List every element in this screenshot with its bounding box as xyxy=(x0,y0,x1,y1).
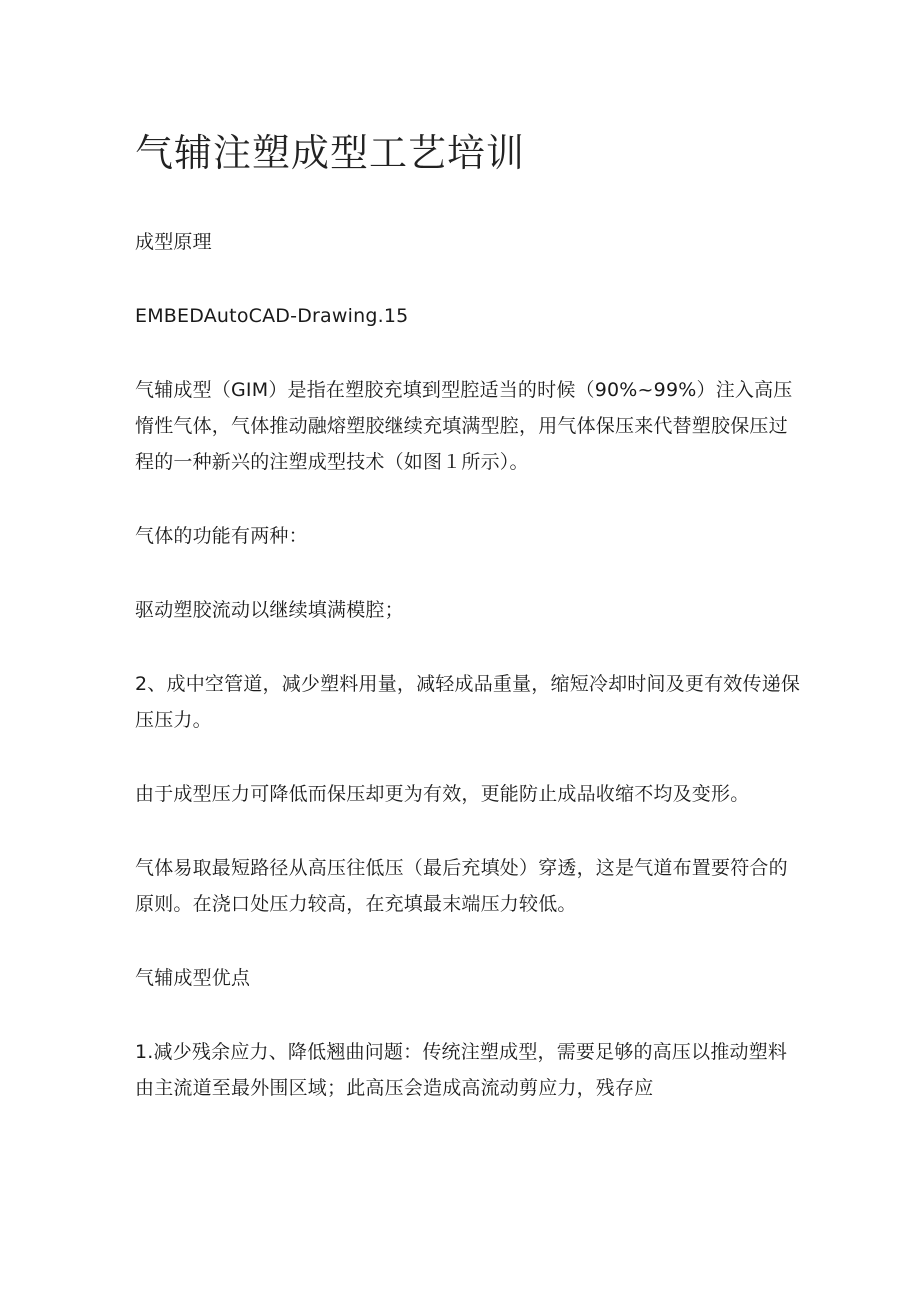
paragraph-advantage-1: 1.减少残余应力、降低翘曲问题：传统注塑成型，需要足够的高压以推动塑料由主流道至最外围区域；此高压会造成高流动剪应力，残存应 xyxy=(135,1041,788,1099)
section-heading-gim-advantages: 气辅成型优点 xyxy=(135,967,251,989)
list-item-gas-function-2: 2、成中空管道，减少塑料用量，减轻成品重量，缩短冷却时间及更有效传递保压压力。 xyxy=(135,673,801,731)
embedded-object-reference: EMBEDAutoCAD-Drawing.15 xyxy=(135,305,409,327)
list-item-gas-function-1: 驱动塑胶流动以继续填满模腔； xyxy=(135,599,404,621)
document-title: 气辅注塑成型工艺培训 xyxy=(135,131,526,175)
paragraph-gas-functions-intro: 气体的功能有两种： xyxy=(135,525,308,547)
paragraph-pressure-benefit: 由于成型压力可降低而保压却更为有效，更能防止成品收缩不均及变形。 xyxy=(135,783,750,805)
paragraph-gas-path-principle: 气体易取最短路径从高压往低压（最后充填处）穿透，这是气道布置要符合的原则。在浇口处压力较高，在充填最末端压力较低。 xyxy=(135,857,788,915)
paragraph-gim-definition: 气辅成型（GIM）是指在塑胶充填到型腔适当的时候（90%~99%）注入高压惰性气体，气体推动融熔塑胶继续充填满型腔，用气体保压来代替塑胶保压过程的一种新兴的注塑成型技术（如图１所示）。 xyxy=(135,379,793,473)
section-heading-molding-principle: 成型原理 xyxy=(135,231,212,253)
